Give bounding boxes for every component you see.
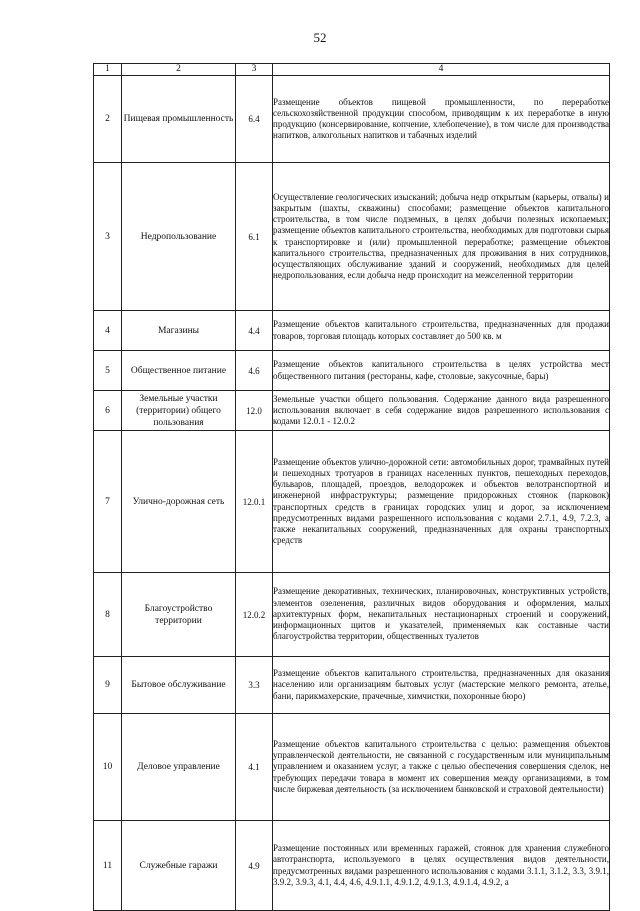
page-number: 52 bbox=[313, 30, 327, 45]
header-col-3: 3 bbox=[236, 64, 273, 76]
header-col-2: 2 bbox=[122, 64, 236, 76]
header-col-4: 4 bbox=[273, 64, 610, 76]
land-use-code-cell: 12.0.2 bbox=[236, 573, 273, 657]
row-number-cell: 6 bbox=[94, 391, 122, 431]
table-row bbox=[94, 76, 610, 163]
land-use-name-cell: Недропользование bbox=[122, 163, 236, 311]
land-use-name-cell: Деловое управление bbox=[122, 714, 236, 821]
land-use-name-cell: Улично-дорожная сеть bbox=[122, 431, 236, 573]
table-row bbox=[94, 573, 610, 657]
land-use-code-cell: 6.1 bbox=[236, 163, 273, 311]
row-number-cell: 8 bbox=[94, 573, 122, 657]
land-use-name-cell: Земельные участки (территории) общего пользования bbox=[122, 391, 236, 431]
row-number-cell: 9 bbox=[94, 657, 122, 714]
table-row bbox=[94, 714, 610, 821]
land-use-name-cell: Служебные гаражи bbox=[122, 821, 236, 911]
table-row bbox=[94, 391, 610, 431]
table-row bbox=[94, 351, 610, 391]
land-use-description-cell: Осуществление геологических изысканий; добыча недр открытым (карьеры, отвалы) и закрытым (шахты, скважины) способами; размещение объектов капитального строительства, в том числе подземных, в целях добычи полезных ископаемых; размещение объектов капитального строительства, необходимых для подготовки сырья к транспортировке и (или) промышленной переработке; размещение объектов капитального строительства, предназначенных для проживания в них сотрудников, осуществляющих обслуживание зданий и сооружений, необходимых для целей недропользования, если добыча недр происходит на межселенной территории bbox=[273, 163, 610, 311]
land-use-code-cell: 4.9 bbox=[236, 821, 273, 911]
row-number-cell: 3 bbox=[94, 163, 122, 311]
land-use-description-cell: Земельные участки общего пользования. Содержание данного вида разрешенного использования включает в себя содержание видов разрешенного использования с кодами 12.0.1 - 12.0.2 bbox=[273, 391, 610, 431]
header-col-1: 1 bbox=[94, 64, 122, 76]
row-number-cell: 7 bbox=[94, 431, 122, 573]
land-use-code-cell: 12.0.1 bbox=[236, 431, 273, 573]
land-use-description-cell: Размещение объектов капитального строительства, предназначенных для продажи товаров, торговая площадь которых составляет до 500 кв. м bbox=[273, 311, 610, 351]
land-use-description-cell: Размещение декоративных, технических, планировочных, конструктивных устройств, элементов озеленения, различных видов оборудования и оформления, малых архитектурных форм, некапитальных нестационарных строений и сооружений, информационных щитов и указателей, применяемых как составные части благоустройства территории, общественных туалетов bbox=[273, 573, 610, 657]
land-use-code-cell: 6.4 bbox=[236, 76, 273, 163]
table-row bbox=[94, 163, 610, 311]
row-number-cell: 10 bbox=[94, 714, 122, 821]
land-use-description-cell: Размещение постоянных или временных гаражей, стоянок для хранения служебного автотранспорта, используемого в целях осуществления видов деятельности, предусмотренных видами разрешенного использования с кодами 3.1.1, 3.1.2, 3.3, 3.9.1, 3.9.2, 3.9.3, 4.1, 4.4, 4.6, 4.9.1.1, 4.9.1.2, 4.9.1.3, 4.9.1.4, 4.9.2, а bbox=[273, 821, 610, 911]
land-use-code-cell: 4.4 bbox=[236, 311, 273, 351]
table-header-row bbox=[94, 64, 610, 76]
land-use-name-cell: Общественное питание bbox=[122, 351, 236, 391]
row-number-cell: 2 bbox=[94, 76, 122, 163]
land-use-code-cell: 12.0 bbox=[236, 391, 273, 431]
land-use-name-cell: Бытовое обслуживание bbox=[122, 657, 236, 714]
land-use-table bbox=[93, 63, 610, 911]
land-use-code-cell: 4.1 bbox=[236, 714, 273, 821]
land-use-description-cell: Размещение объектов улично-дорожной сети: автомобильных дорог, трамвайных путей и пешеходных тротуаров в границах населенных пунктов, пешеходных переходов, бульваров, площадей, проездов, велодорожек и объектов велотранспортной и инженерной инфраструктуры; размещение придорожных стоянок (парковок) транспортных средств в границах городских улиц и дорог, за исключением предусмотренных видами разрешенного использования с кодами 2.7.1, 4.9, 7.2.3, а также некапитальных сооружений, предназначенных для охраны транспортных средств bbox=[273, 431, 610, 573]
table-row bbox=[94, 431, 610, 573]
land-use-description-cell: Размещение объектов капитального строительства, предназначенных для оказания населению или организациям бытовых услуг (мастерские мелкого ремонта, ателье, бани, парикмахерские, прачечные, химчистки, похоронные бюро) bbox=[273, 657, 610, 714]
row-number-cell: 11 bbox=[94, 821, 122, 911]
row-number-cell: 5 bbox=[94, 351, 122, 391]
table-row bbox=[94, 657, 610, 714]
land-use-description-cell: Размещение объектов капитального строительства с целью: размещения объектов управленческой деятельности, не связанной с государственным или муниципальным управлением и оказанием услуг, а также с целью обеспечения совершения сделок, не требующих передачи товара в момент их совершения между организациями, в том числе биржевая деятельность (за исключением банковской и страховой деятельности) bbox=[273, 714, 610, 821]
land-use-name-cell: Пищевая промышленность bbox=[122, 76, 236, 163]
row-number-cell: 4 bbox=[94, 311, 122, 351]
land-use-name-cell: Благоустройство территории bbox=[122, 573, 236, 657]
land-use-name-cell: Магазины bbox=[122, 311, 236, 351]
land-use-description-cell: Размещение объектов пищевой промышленности, по переработке сельскохозяйственной продукции способом, приводящим к их переработке в иную продукцию (консервирование, копчение, хлебопечение), в том числе для производства напитков, алкогольных напитков и табачных изделий bbox=[273, 76, 610, 163]
land-use-description-cell: Размещение объектов капитального строительства в целях устройства мест общественного питания (рестораны, кафе, столовые, закусочные, бары) bbox=[273, 351, 610, 391]
table-row bbox=[94, 311, 610, 351]
land-use-code-cell: 4.6 bbox=[236, 351, 273, 391]
table-row bbox=[94, 821, 610, 911]
land-use-code-cell: 3.3 bbox=[236, 657, 273, 714]
